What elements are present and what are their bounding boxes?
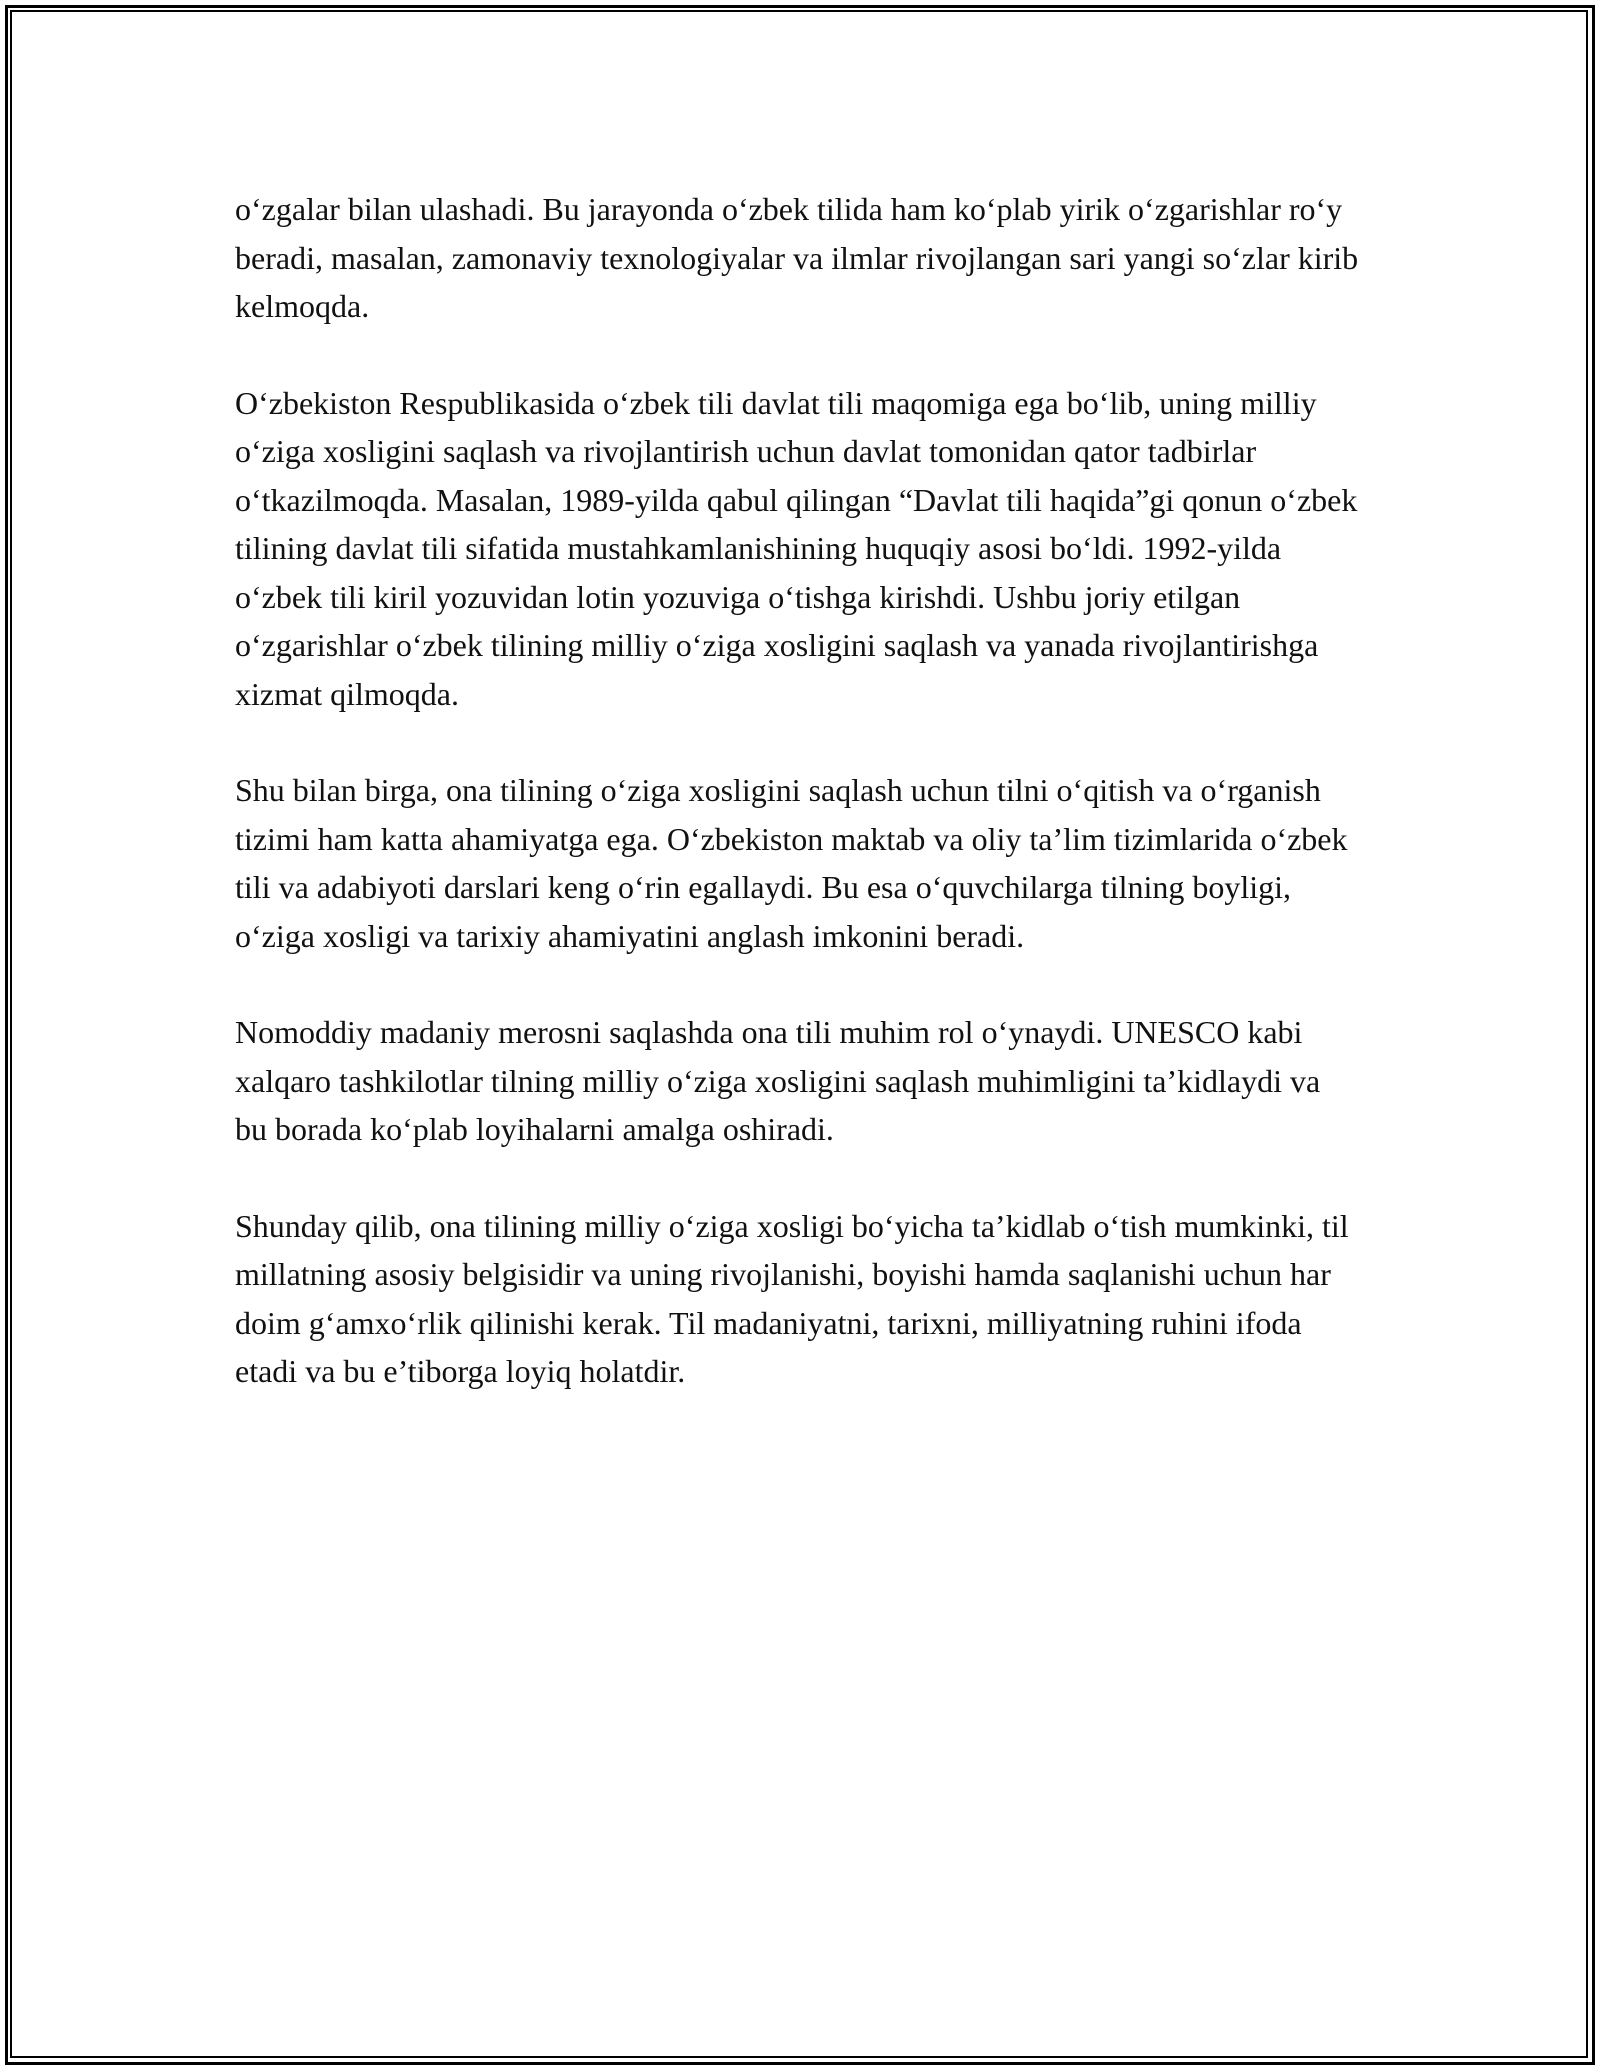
document-body	[235, 185, 1360, 1444]
paragraph-4: Nomoddiy madaniy merosni saqlashda ona tili muhim rol o‘ynaydi. UNESCO kabi xalqaro tashkilotlar tilning milliy o‘ziga xosligini saqlash muhimligini ta’kidlaydi va bu borada ko‘plab loyihalarni amalga oshiradi.	[235, 1014, 1321, 1147]
paragraph-3: Shu bilan birga, ona tilining o‘ziga xosligini saqlash uchun tilni o‘qitish va o‘rganish tizimi ham katta ahamiyatga ega. O‘zbekiston maktab va oliy ta’lim tizimlarida o‘zbek tili va adabiyoti darslari keng o‘rin egallaydi. Bu esa o‘quvchilarga tilning boyligi, o‘ziga xosligi va tarixiy ahamiyatini anglash imkonini beradi.	[235, 772, 1348, 954]
paragraph-5: Shunday qilib, ona tilining milliy o‘ziga xosligi bo‘yicha ta’kidlab o‘tish mumkinki, til millatning asosiy belgisidir va uning rivojlanishi, boyishi hamda saqlanishi uchun har doim g‘amxo‘rlik qilinishi kerak. Til madaniyatni, tarixni, milliyatning ruhini ifoda etadi va bu e’tiborga loyiq holatdir.	[235, 1207, 1349, 1389]
paragraph-2: O‘zbekiston Respublikasida o‘zbek tili davlat tili maqomiga ega bo‘lib, uning milliy o‘ziga xosligini saqlash va rivojlantirish uchun davlat tomonidan qator tadbirlar o‘tkazilmoqda. Masalan, 1989-yilda qabul qilingan “Davlat tili haqida”gi qonun o‘zbek tilining davlat tili sifatida mustahkamlanishining huquqiy asosi bo‘ldi. 1992-yilda o‘zbek tili kiril yozuvidan lotin yozuviga o‘tishga kirishdi. Ushbu joriy etilgan o‘zgarishlar o‘zbek tilining milliy o‘ziga xosligini saqlash va yanada rivojlantirishga xizmat qilmoqda.	[235, 384, 1358, 712]
paragraph-1: o‘zgalar bilan ulashadi. Bu jarayonda o‘zbek tilida ham ko‘plab yirik o‘zgarishlar ro‘y beradi, masalan, zamonaviy texnologiyalar va ilmlar rivojlangan sari yangi so‘zlar kirib kelmoqda.	[235, 191, 1359, 324]
